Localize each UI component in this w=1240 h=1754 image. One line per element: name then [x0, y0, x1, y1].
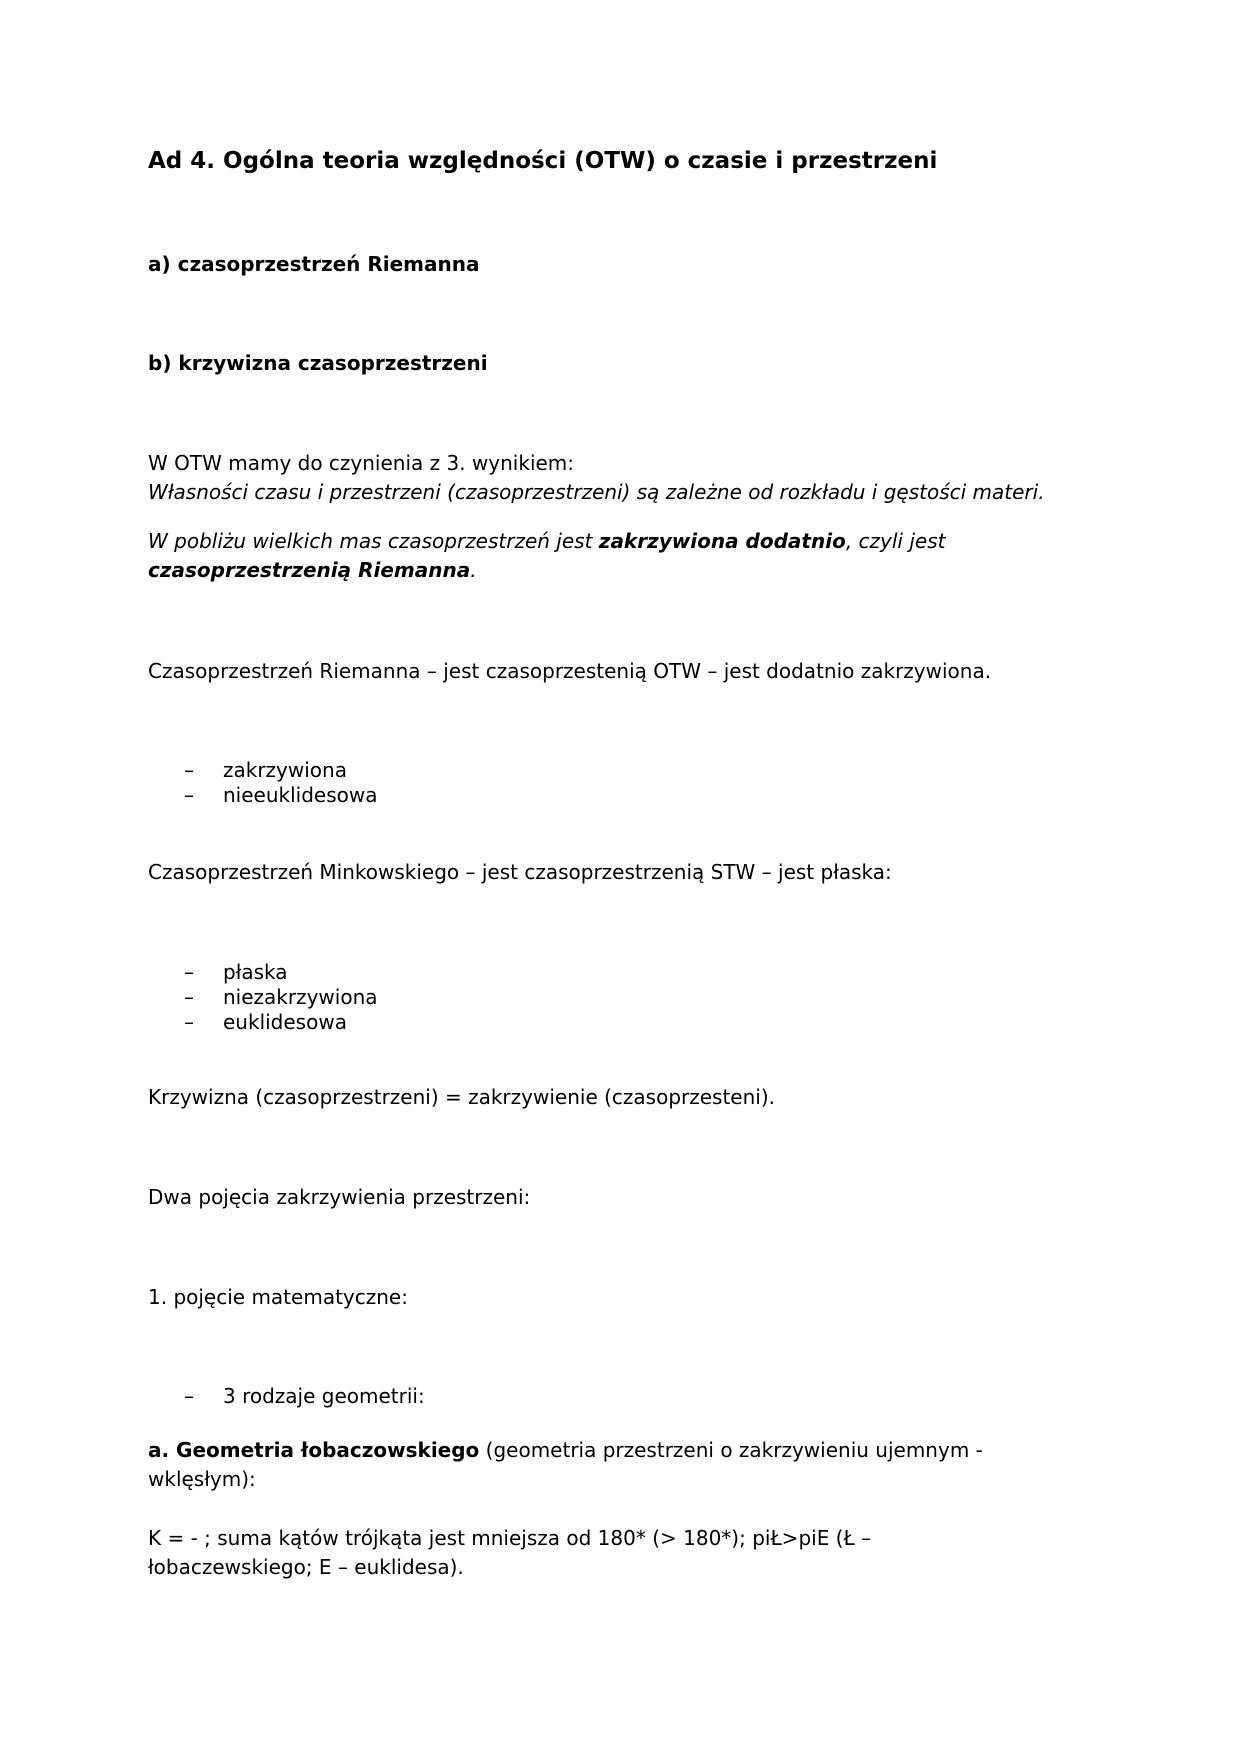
near-masses-line-1: [148, 527, 945, 556]
near-masses-bold-2: czasoprzestrzenią Riemanna: [148, 558, 471, 582]
page-title: Ad 4. Ogólna teoria względności (OTW) o czasie i przestrzeni: [148, 148, 938, 174]
formula-line-2: łobaczewskiego; E – euklidesa).: [148, 1555, 464, 1579]
geometry-a-paragraph: [148, 1436, 983, 1494]
two-concepts-line: Dwa pojęcia zakrzywienia przestrzeni:: [148, 1185, 531, 1209]
intro-paragraph: [148, 449, 1045, 507]
curvature-equation: Krzywizna (czasoprzestrzeni) = zakrzywienie (czasoprzesteni).: [148, 1085, 775, 1109]
near-masses-paragraph: [148, 527, 945, 585]
section-a-heading: a) czasoprzestrzeń Riemanna: [148, 252, 480, 276]
intro-italic-line: Własności czasu i przestrzeni (czasoprzestrzeni) są zależne od rozkładu i gęstości materi.: [148, 480, 1045, 504]
list-dash: –: [184, 960, 194, 984]
list-dash: –: [184, 1384, 194, 1408]
list-dash: –: [184, 758, 194, 782]
riemann-definition: Czasoprzestrzeń Riemanna – jest czasoprzestenią OTW – jest dodatnio zakrzywiona.: [148, 659, 992, 683]
near-masses-text-2: , czyli jest: [845, 529, 946, 553]
minkowski-definition: Czasoprzestrzeń Minkowskiego – jest czasoprzestrzenią STW – jest płaska:: [148, 860, 892, 884]
list-item: euklidesowa: [223, 1010, 347, 1034]
near-masses-end: .: [470, 558, 477, 582]
near-masses-text: W pobliżu wielkich mas czasoprzestrzeń jest: [148, 529, 599, 553]
list-dash: –: [184, 1010, 194, 1034]
geometry-a-title: a. Geometria łobaczowskiego: [148, 1438, 480, 1462]
geometry-a-line-1: [148, 1436, 983, 1465]
intro-line: W OTW mamy do czynienia z 3. wynikiem:: [148, 451, 575, 475]
list-dash: –: [184, 985, 194, 1009]
list-item: zakrzywiona: [223, 758, 347, 782]
near-masses-line-2: [148, 556, 945, 585]
near-masses-bold-1: zakrzywiona dodatnio: [598, 529, 846, 553]
formula-line-1: K = - ; suma kątów trójkąta jest mniejsza od 180* (> 180*); piŁ>piE (Ł –: [148, 1526, 872, 1550]
list-dash: –: [184, 783, 194, 807]
formula-paragraph: [148, 1524, 871, 1582]
geometry-a-desc: (geometria przestrzeni o zakrzywieniu ujemnym -: [479, 1438, 983, 1462]
section-b-heading: b) krzywizna czasoprzestrzeni: [148, 351, 488, 375]
list-item: nieeuklidesowa: [223, 783, 378, 807]
geometry-a-line-2: wklęsłym):: [148, 1467, 256, 1491]
list-item: 3 rodzaje geometrii:: [223, 1384, 425, 1408]
list-item: płaska: [223, 960, 288, 984]
list-item: niezakrzywiona: [223, 985, 378, 1009]
concept-1-heading: 1. pojęcie matematyczne:: [148, 1285, 408, 1309]
